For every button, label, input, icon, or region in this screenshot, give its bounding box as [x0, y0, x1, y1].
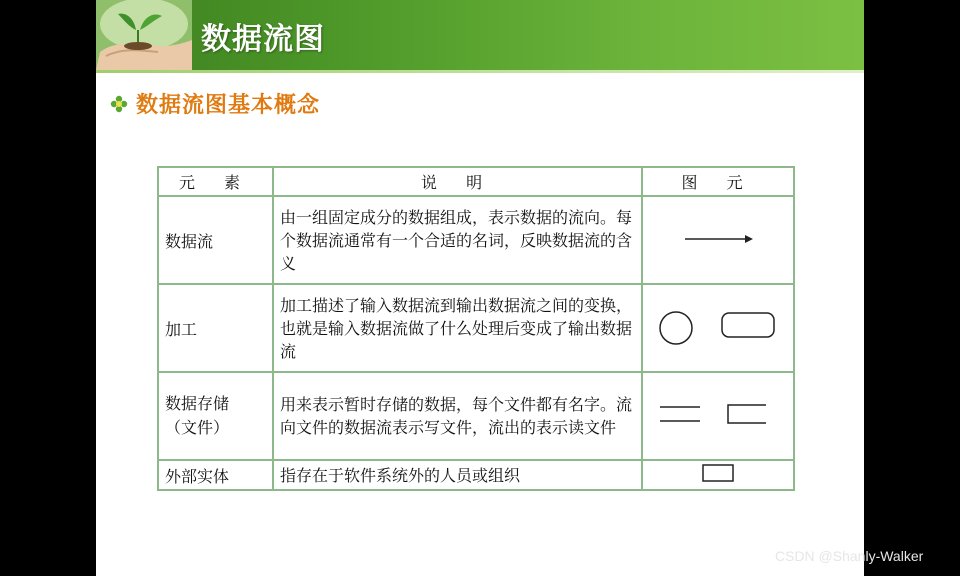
table-row [158, 372, 794, 460]
banner-divider [96, 70, 864, 73]
table-row [158, 284, 794, 372]
table-header-row [158, 167, 794, 196]
element-cell [158, 372, 273, 460]
header-description: 说 明 [273, 167, 642, 196]
symbol-cell [642, 284, 794, 372]
slide [96, 0, 864, 576]
description-cell: 由一组固定成分的数据组成，表示数据的流向。每个数据流通常有一个合适的名词，反映数据流的含义 [273, 196, 642, 284]
description-cell: 加工描述了输入数据流到输出数据流之间的变换，也就是输入数据流做了什么处理后变成了输出数据流 [273, 284, 642, 372]
page-title: 数据流图 [201, 22, 325, 57]
element-cell: 加工 [158, 284, 273, 372]
arrow-icon [683, 232, 753, 246]
header-symbol: 图 元 [642, 167, 794, 196]
section-heading [110, 88, 320, 119]
symbol-cell [642, 460, 794, 490]
section-heading-text: 数据流图基本概念 [136, 93, 321, 118]
dfd-elements-table [157, 166, 795, 491]
table-row [158, 460, 794, 490]
symbol-cell [642, 196, 794, 284]
header-element: 元 素 [158, 167, 273, 196]
flower-bullet-icon [110, 95, 128, 113]
symbol-cell [642, 372, 794, 460]
element-cell-line1: 数据存储 [165, 394, 230, 413]
rounded-rect-icon [722, 313, 774, 337]
description-cell: 用来表示暂时存储的数据，每个文件都有名字。流向文件的数据流表示写文件，流出的表示读文件 [273, 372, 642, 460]
store-symbols [656, 399, 780, 429]
element-cell: 数据流 [158, 196, 273, 284]
open-store-icon [728, 405, 766, 423]
seedling-in-hands-logo [96, 0, 192, 70]
element-cell-line2: （文件） [165, 418, 230, 437]
element-cell: 外部实体 [158, 460, 273, 490]
circle-icon [660, 312, 692, 344]
parallel-lines-icon [660, 407, 700, 421]
table-row [158, 196, 794, 284]
process-symbols [656, 304, 780, 348]
watermark-text: CSDN @Shanly-Walker [775, 548, 924, 564]
rectangle-icon [701, 463, 735, 483]
description-cell: 指存在于软件系统外的人员或组织 [273, 460, 642, 490]
